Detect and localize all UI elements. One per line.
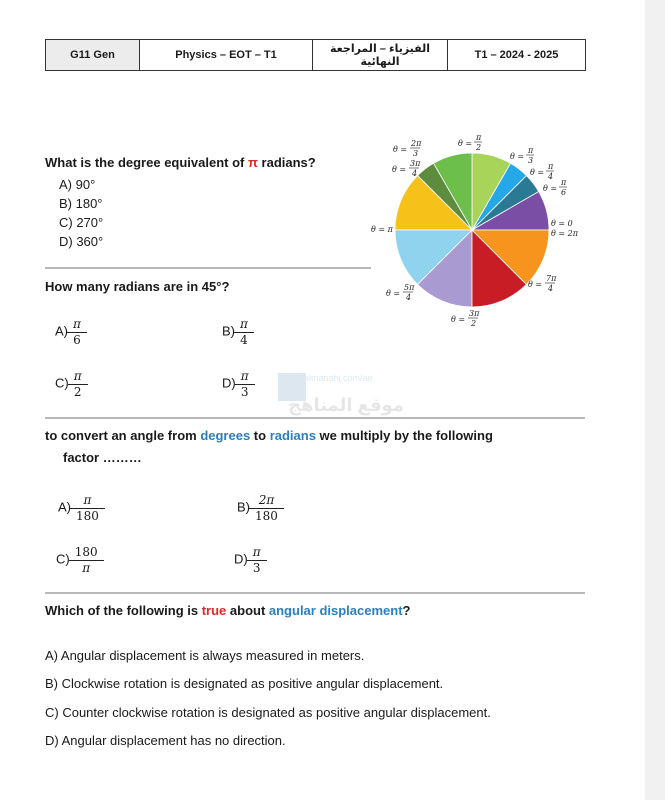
svg-text:π: π	[528, 146, 534, 155]
q2-option-b[interactable]	[222, 318, 251, 346]
question-2	[45, 279, 229, 294]
q1-pi: π	[247, 155, 258, 170]
denominator: 4	[234, 332, 254, 347]
header-table	[45, 39, 586, 71]
label-pi-6	[543, 178, 567, 197]
header-subject: Physics – EOT – T1	[140, 40, 313, 71]
q2-option-d-letter: D)	[222, 375, 236, 391]
header-arabic-title: الفيزياء – المراجعة النهائية	[313, 40, 448, 71]
label-pi-4	[530, 162, 554, 181]
numerator: π	[73, 369, 82, 383]
numerator: π	[252, 545, 261, 559]
q3-option-b[interactable]	[237, 494, 281, 522]
question-3	[45, 428, 493, 443]
fraction	[70, 318, 84, 346]
divider	[45, 417, 585, 419]
q1-option-b[interactable]: B) 180°	[59, 196, 103, 211]
q4-option-a[interactable]: A) Angular displacement is always measured in meters.	[45, 648, 365, 663]
header-grade: G11 Gen	[46, 40, 140, 71]
divider	[45, 267, 371, 269]
svg-text:θ =: θ =	[510, 152, 525, 161]
numerator: 2π	[258, 493, 275, 507]
svg-text:θ =: θ =	[392, 165, 407, 174]
q3-option-c[interactable]	[56, 546, 101, 574]
denominator: 3	[247, 560, 267, 575]
watermark	[278, 373, 405, 423]
q1-text: What is the degree equivalent of	[45, 155, 248, 170]
svg-text:θ =: θ =	[393, 145, 408, 154]
q2-option-b-letter: B)	[222, 323, 235, 339]
label-five-pi-4	[386, 283, 415, 302]
svg-text:3: 3	[413, 149, 419, 158]
q2-suffix: ?	[221, 279, 230, 294]
q1-option-c[interactable]: C) 270°	[59, 215, 104, 230]
fraction	[238, 370, 252, 398]
svg-text:5π: 5π	[404, 283, 415, 292]
q1-option-a[interactable]: A) 90°	[59, 177, 96, 192]
svg-text:3π: 3π	[410, 159, 421, 168]
q3-degrees: degrees	[200, 428, 251, 443]
denominator: 6	[67, 332, 87, 347]
q2-option-a-letter: A)	[55, 323, 68, 339]
svg-text:6: 6	[561, 188, 567, 197]
denominator: 180	[70, 508, 105, 523]
q4-qmark: ?	[402, 603, 411, 618]
svg-text:θ =: θ =	[458, 139, 473, 148]
denominator: π	[69, 560, 104, 575]
right-margin-band	[645, 0, 665, 800]
svg-text:7π: 7π	[546, 274, 557, 283]
q4-text-about: about	[226, 603, 269, 618]
fraction	[71, 370, 85, 398]
denominator: 3	[235, 384, 255, 399]
svg-text:4: 4	[548, 172, 554, 181]
q3-text: to convert an angle from	[45, 428, 201, 443]
q3-option-d-letter: D)	[234, 551, 248, 567]
label-two-pi: θ = 2π	[551, 229, 578, 238]
q2-text: How many radians are in	[45, 279, 202, 294]
label-pi-3	[510, 146, 534, 165]
svg-text:π: π	[561, 178, 567, 187]
svg-text:θ =: θ =	[530, 168, 545, 177]
svg-text:π: π	[548, 162, 554, 171]
svg-text:2: 2	[471, 319, 477, 328]
radian-wheel-diagram	[362, 130, 592, 336]
q4-option-d[interactable]: D) Angular displacement has no direction.	[45, 733, 286, 748]
q2-option-c-letter: C)	[55, 375, 69, 391]
q3-line2: factor ………	[63, 450, 142, 465]
q4-true: true	[201, 603, 227, 618]
label-three-pi-2	[451, 309, 480, 328]
divider	[45, 592, 585, 594]
numerator: π	[83, 493, 92, 507]
label-pi-2	[458, 133, 482, 152]
watermark-url: almanahj.com/ae	[304, 373, 373, 383]
label-two-pi-3	[393, 139, 422, 158]
fraction	[237, 318, 251, 346]
label-pi: θ = π	[371, 225, 393, 234]
q3-option-c-letter: C)	[56, 551, 70, 567]
q1-suffix: radians?	[257, 155, 316, 170]
svg-text:2: 2	[476, 143, 482, 152]
label-three-pi-4	[392, 159, 421, 178]
svg-text:θ =: θ =	[528, 280, 543, 289]
fraction	[73, 494, 102, 522]
fraction	[250, 546, 264, 574]
svg-text:4: 4	[412, 169, 418, 178]
q3-option-a[interactable]	[58, 494, 102, 522]
question-4	[45, 603, 411, 618]
q2-option-c[interactable]	[55, 370, 85, 398]
q3-text-end: we multiply by the following	[315, 428, 493, 443]
svg-text:θ =: θ =	[386, 289, 401, 298]
q4-option-b[interactable]: B) Clockwise rotation is designated as positive angular displacement.	[45, 676, 444, 691]
watermark-brand: موقع المناهج	[288, 395, 405, 415]
q3-radians: radians	[269, 428, 316, 443]
q3-option-a-letter: A)	[58, 499, 71, 515]
svg-text:3π: 3π	[469, 309, 480, 318]
svg-text:4: 4	[548, 284, 554, 293]
q4-text: Which of the following is	[45, 603, 202, 618]
q4-option-c[interactable]: C) Counter clockwise rotation is designated as positive angular displacement.	[45, 705, 491, 720]
fraction	[252, 494, 281, 522]
svg-text:θ =: θ =	[543, 184, 558, 193]
q2-angle: 45°	[201, 279, 222, 294]
fraction	[72, 546, 101, 574]
svg-text:π: π	[476, 133, 482, 142]
numerator: π	[240, 369, 249, 383]
numerator: 180	[74, 545, 98, 559]
svg-text:θ =: θ =	[451, 315, 466, 324]
q4-topic: angular displacement	[268, 603, 403, 618]
numerator: π	[240, 317, 248, 331]
denominator: 180	[249, 508, 284, 523]
svg-text:2π: 2π	[411, 139, 422, 148]
label-zero: θ = 0	[551, 219, 573, 228]
question-1	[45, 155, 316, 170]
q2-option-d[interactable]	[222, 370, 252, 398]
svg-text:3: 3	[528, 156, 534, 165]
q1-option-d[interactable]: D) 360°	[59, 234, 104, 249]
wheel-sectors	[395, 153, 549, 307]
denominator: 2	[68, 384, 88, 399]
q2-option-a[interactable]	[55, 318, 84, 346]
svg-text:4: 4	[406, 293, 412, 302]
header-term: T1 – 2024 - 2025	[448, 40, 586, 71]
q3-option-b-letter: B)	[237, 499, 250, 515]
q3-option-d[interactable]	[234, 546, 264, 574]
numerator: π	[73, 317, 81, 331]
q3-text-to: to	[250, 428, 270, 443]
